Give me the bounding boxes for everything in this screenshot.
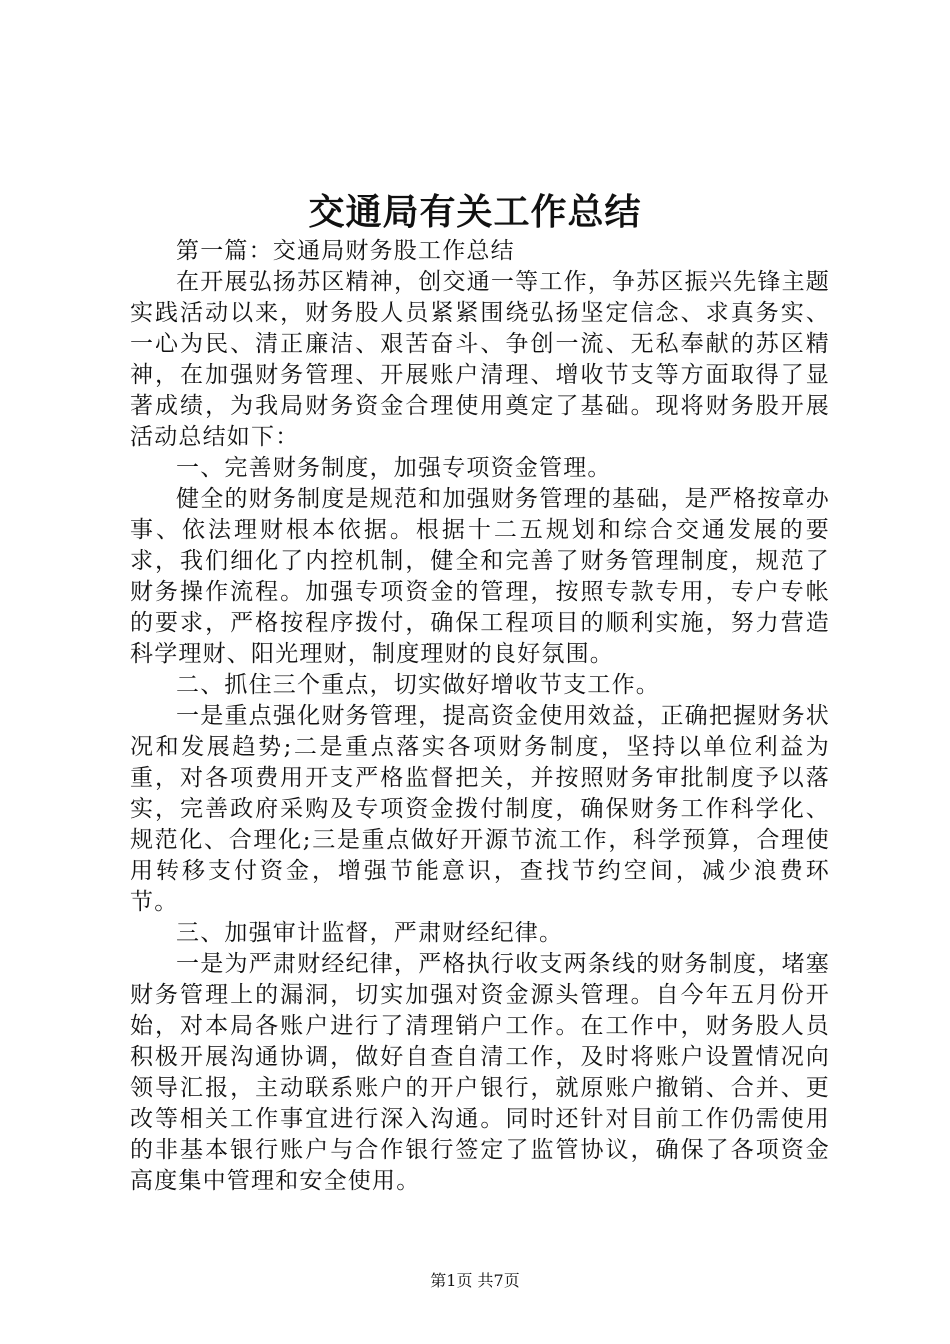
section-heading-3: 三、加强审计监督，严肃财经纪律。 bbox=[176, 920, 564, 946]
body-paragraph: 在开展弘扬苏区精神，创交通一等工作，争苏区振兴先锋主题实践活动以来，财务股人员紧紧围绕弘扬坚定信念、求真务实、一心为民、清正廉洁、艰苦奋斗、争创一流、无私奉献的苏区精神，在加强财务管理、开展账户清理、增收节支等方面取得了显著成绩，为我局财务资金合理使用奠定了基础。现将财务股开展活动总结如下： bbox=[130, 269, 830, 450]
section-heading-1: 一、完善财务制度，加强专项资金管理。 bbox=[176, 455, 612, 481]
section-heading-first: 第一篇：交通局财务股工作总结 bbox=[176, 238, 515, 264]
body-paragraph: 健全的财务制度是规范和加强财务管理的基础，是严格按章办事、依法理财根本依据。根据十二五规划和综合交通发展的要求，我们细化了内控机制，健全和完善了财务管理制度，规范了财务操作流程。加强专项资金的管理，按照专款专用，专户专帐的要求，严格按程序拨付，确保工程项目的顺利实施，努力营造科学理财、阳光理财，制度理财的良好氛围。 bbox=[130, 486, 830, 667]
section-heading-2: 二、抓住三个重点，切实做好增收节支工作。 bbox=[176, 672, 660, 698]
body-paragraph: 一是为严肃财经纪律，严格执行收支两条线的财务制度，堵塞财务管理上的漏洞，切实加强对资金源头管理。自今年五月份开始，对本局各账户进行了清理销户工作。在工作中，财务股人员积极开展沟通协调，做好自查自清工作，及时将账户设置情况向领导汇报，主动联系账户的开户银行，就原账户撤销、合并、更改等相关工作事宜进行深入沟通。同时还针对目前工作仍需使用的非基本银行账户与合作银行签定了监管协议，确保了各项资金高度集中管理和安全使用。 bbox=[130, 951, 830, 1194]
document-body bbox=[130, 236, 830, 1197]
body-paragraph: 一是重点强化财务管理，提高资金使用效益，正确把握财务状况和发展趋势;二是重点落实各项财务制度，坚持以单位利益为重，对各项费用开支严格监督把关，并按照财务审批制度予以落实，完善政府采购及专项资金拨付制度，确保财务工作科学化、规范化、合理化;三是重点做好开源节流工作，科学预算，合理使用转移支付资金，增强节能意识，查找节约空间，减少浪费环节。 bbox=[130, 703, 830, 915]
page-number-footer: 第1页 共7页 bbox=[430, 1271, 520, 1290]
document-title: 交通局有关工作总结 bbox=[308, 191, 642, 233]
